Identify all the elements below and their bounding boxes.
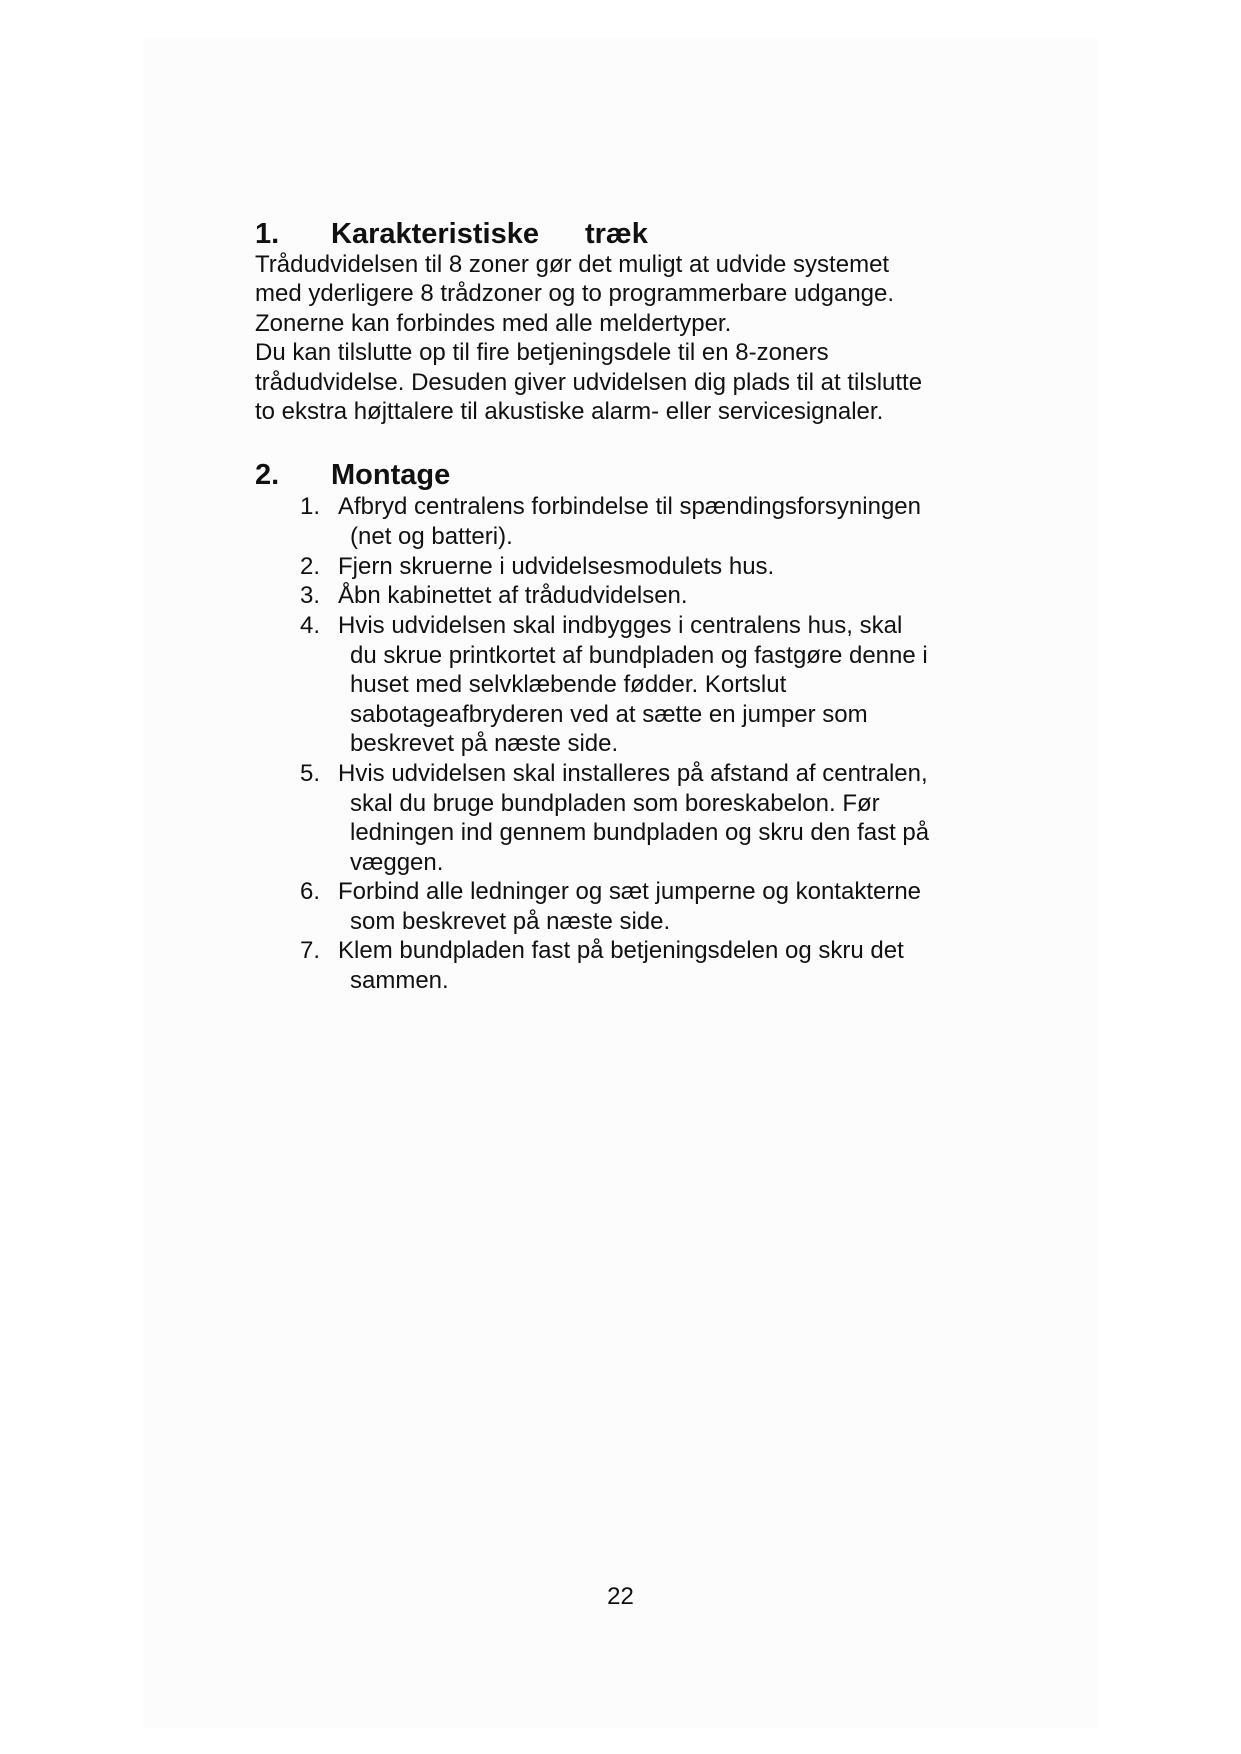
step-text-line: Åbn kabinettet af trådudvidelsen.: [338, 582, 688, 609]
section-2-title: Montage: [331, 459, 451, 491]
list-item: [300, 936, 1020, 995]
section-2-heading: [255, 459, 450, 491]
step-number: 6.: [300, 878, 321, 905]
step-text-line: skal du bruge bundpladen som boreskabelon. Før: [350, 789, 880, 817]
list-item: [300, 492, 1020, 551]
step-text-line: Hvis udvidelsen skal indbygges i centralens hus, skal: [338, 612, 903, 639]
section-1-paragraph: [255, 250, 1015, 426]
step-number: 5.: [300, 760, 321, 787]
step-text-line: beskrevet på næste side.: [350, 730, 619, 757]
paragraph-line: med yderligere 8 trådzoner og to programmerbare udgange.: [255, 280, 895, 308]
step-text-line: Hvis udvidelsen skal installeres på afstand af centralen,: [338, 760, 928, 787]
paragraph-line: Du kan tilslutte op til fire betjeningsdele til en 8-zoners: [255, 339, 829, 367]
section-1-title-word1: Karakteristiske: [331, 218, 539, 250]
step-text-line: Afbryd centralens forbindelse til spændingsforsyningen: [338, 493, 921, 520]
step-text-line: sabotageafbryderen ved at sætte en jumper som: [350, 700, 868, 728]
list-item: [300, 611, 1020, 759]
step-text-line: Fjern skruerne i udvidelsesmodulets hus.: [338, 553, 775, 580]
step-number: 7.: [300, 937, 321, 964]
step-text-line: Klem bundpladen fast på betjeningsdelen og skru det: [338, 937, 904, 964]
step-text-line: (net og batteri).: [350, 522, 513, 550]
step-text-line: ledningen ind gennem bundpladen og skru den fast på: [350, 819, 930, 846]
step-number: 2.: [300, 553, 321, 580]
section-2-number: 2.: [255, 459, 280, 491]
paragraph-line: trådudvidelse. Desuden giver udvidelsen dig plads til at tilslutte: [255, 368, 923, 396]
step-text-line: huset med selvklæbende fødder. Kortslut: [350, 671, 787, 698]
step-number: 4.: [300, 612, 321, 639]
list-item: [300, 759, 1020, 877]
list-item: [300, 552, 1020, 582]
paragraph-line: Trådudvidelsen til 8 zoner gør det muligt at udvide systemet: [255, 251, 890, 278]
list-item: [300, 877, 1020, 936]
step-text-line: Forbind alle ledninger og sæt jumperne og kontakterne: [338, 878, 922, 905]
paragraph-line: Zonerne kan forbindes med alle meldertyper.: [255, 309, 732, 337]
step-text-line: væggen.: [350, 848, 444, 876]
step-text-line: du skrue printkortet af bundpladen og fastgøre denne i: [350, 641, 928, 669]
step-text-line: sammen.: [350, 966, 449, 994]
section-1-heading: [255, 218, 648, 250]
step-text-line: som beskrevet på næste side.: [350, 907, 671, 935]
section-1-number: 1.: [255, 218, 280, 250]
step-number: 1.: [300, 493, 321, 520]
section-1-title-word2: træk: [584, 218, 648, 250]
list-item: [300, 581, 1020, 611]
step-number: 3.: [300, 582, 321, 609]
page-number: 22: [607, 1583, 634, 1610]
paragraph-line: to ekstra højttalere til akustiske alarm- eller servicesignaler.: [255, 398, 884, 426]
